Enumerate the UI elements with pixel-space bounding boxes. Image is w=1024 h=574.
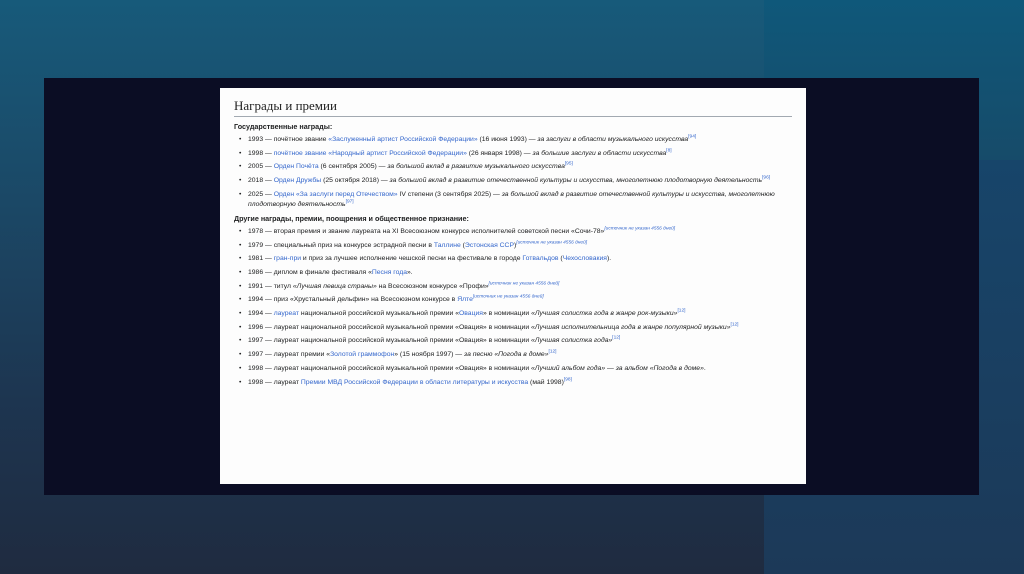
- reference-link[interactable]: [12]: [730, 322, 739, 328]
- document-screenshot: [220, 88, 806, 484]
- reference-link[interactable]: [8]: [666, 148, 672, 154]
- award-link[interactable]: Орден Почёта: [273, 163, 319, 171]
- reference-link[interactable]: [98]: [563, 377, 572, 383]
- list-item: • 1998 — лауреат национальной российской музыкальной премии «Овация» в номинации «Лучший альбом года» — за альбом «Погода в доме».: [248, 364, 792, 375]
- list-item: • 1997 — лауреат национальной российской музыкальной премии «Овация» в номинации «Лучшая солистка года»[12]: [248, 336, 792, 347]
- state-awards-list: [234, 135, 792, 211]
- ovation-link[interactable]: Овация: [458, 310, 483, 318]
- reference-link[interactable]: [97]: [345, 199, 354, 205]
- reference-link[interactable]: [12]: [612, 336, 621, 342]
- citation-needed-link[interactable]: [источник не указан 4556 дней]: [604, 226, 676, 232]
- list-item: • 2005 — Орден Почёта (6 сентября 2005) — за большой вклад в развитие музыкального искусства[95]: [248, 162, 792, 173]
- award-link[interactable]: почётное звание «Народный артист Российской Федерации»: [273, 149, 467, 157]
- reference-link[interactable]: [96]: [762, 175, 771, 181]
- list-item: • 1998 — лауреат Премии МВД Российской Федерации в области литературы и искусства (май 1998)[98]: [248, 378, 792, 389]
- country-link[interactable]: Чехословакия: [562, 255, 607, 263]
- other-awards-heading: Другие награды, премии, поощрения и общественное признание:: [234, 213, 469, 223]
- list-item: • 1991 — титул «Лучшая певица страны» на Всесоюзном конкурсе «Профи»[источник не указан 4556 дней]: [248, 282, 792, 293]
- citation-needed-link[interactable]: [источник не указан 4556 дней]: [472, 295, 544, 301]
- list-item: • 1997 — лауреат премии «Золотой граммофон» (15 ноября 1997) — за песню «Погода в доме»[12]: [248, 350, 792, 361]
- list-item: • 1979 — специальный приз на конкурсе эстрадной песни в Таллине (Эстонская ССР)[источник не указан 4556 дней]: [248, 241, 792, 252]
- city-link[interactable]: Таллине: [433, 241, 461, 249]
- other-awards-list: [234, 227, 792, 388]
- list-item: • 1978 — вторая премия и звание лауреата на XI Всесоюзном конкурсе исполнителей советской песни «Сочи-78»[источник не указан 4556 дней]: [248, 227, 792, 238]
- list-item: • 1996 — лауреат национальной российской музыкальной премии «Овация» в номинации «Лучшая исполнительница года в жанре популярной музыки»[12]: [248, 323, 792, 334]
- laureate-link[interactable]: лауреат: [273, 310, 299, 318]
- grand-prix-link[interactable]: гран-при: [273, 255, 302, 263]
- mvd-prize-link[interactable]: Премии МВД Российской Федерации в области литературы и искусства: [300, 378, 529, 386]
- region-link[interactable]: Эстонская ССР: [464, 241, 514, 249]
- city-link[interactable]: Готвальдов: [522, 255, 559, 263]
- list-item: • 1998 — почётное звание «Народный артист Российской Федерации» (26 января 1998) — за большие заслуги в области искусства[8]: [248, 149, 792, 160]
- list-item: • 1994 — лауреат национальной российской музыкальной премии «Овация» в номинации «Лучшая солистка года в жанре рок-музыки»[12]: [248, 309, 792, 320]
- citation-needed-link[interactable]: [источник не указан 4556 дней]: [516, 240, 588, 246]
- city-link[interactable]: Ялте: [457, 296, 473, 304]
- reference-link[interactable]: [95]: [564, 162, 573, 168]
- award-link[interactable]: Орден Дружбы: [273, 177, 322, 185]
- reference-link[interactable]: [12]: [677, 308, 686, 314]
- reference-link[interactable]: [12]: [548, 349, 557, 355]
- citation-needed-link[interactable]: [источник не указан 4556 дней]: [488, 281, 560, 287]
- list-item: • 2025 — Орден «За заслуги перед Отечеством» IV степени (3 сентября 2025) — за большой вклад в развитие отечественной культуры и искусства, многолетнюю плодотворную деятельность[97]: [248, 190, 792, 211]
- award-link[interactable]: Орден «За заслуги перед Отечеством»: [273, 190, 398, 198]
- list-item: • 1981 — гран-при и приз за лучшее исполнение чешской песни на фестивале в городе Готвальдов (Чехословакия).: [248, 254, 792, 265]
- state-awards-heading: Государственные награды:: [234, 122, 333, 131]
- list-item: • 1986 — диплом в финале фестиваля «Песня года».: [248, 268, 792, 279]
- list-item: • 1993 — почётное звание «Заслуженный артист Российской Федерации» (16 июня 1993) — за заслуги в области музыкального искусства[94]: [248, 135, 792, 146]
- award-link[interactable]: «Заслуженный артист Российской Федерации»: [328, 136, 478, 143]
- festival-link[interactable]: Песня года: [371, 269, 407, 276]
- list-item: • 1994 — приз «Хрустальный дельфин» на Всесоюзном конкурсе в Ялте[источник не указан 4556 дней]: [248, 295, 792, 306]
- reference-link[interactable]: [94]: [688, 134, 697, 140]
- section-title: Награды и премии: [234, 98, 792, 117]
- list-item: • 2018 — Орден Дружбы (25 октября 2018) — за большой вклад в развитие отечественной культуры и искусства, многолетнюю плодотворную деятельность[96]: [248, 176, 792, 187]
- golden-gramophone-link[interactable]: Золотой граммофон: [330, 351, 395, 359]
